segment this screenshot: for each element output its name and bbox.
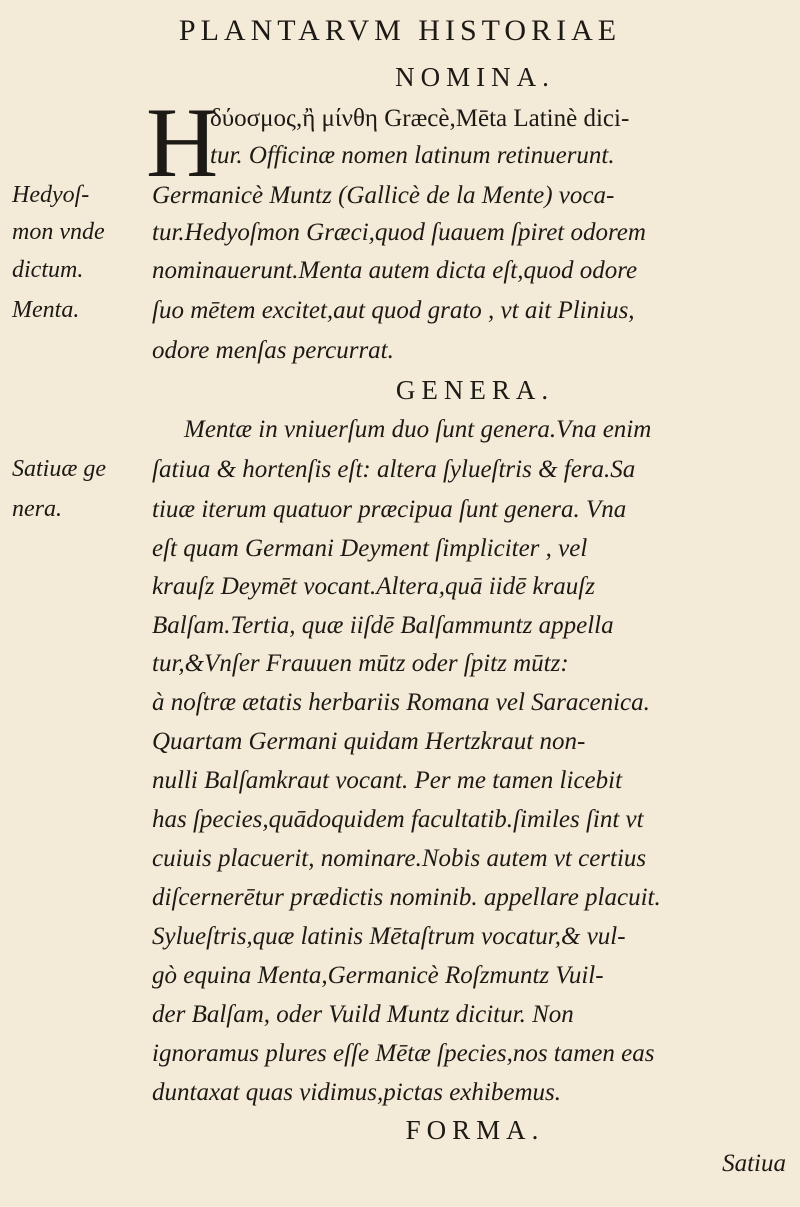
body-line: δύοσμος,ἢ μίνθη Græcè,Mēta Latinè dici- bbox=[210, 105, 630, 132]
margin-note: Menta. bbox=[12, 297, 80, 323]
margin-note: mon vnde bbox=[12, 219, 105, 245]
body-line: à noſtræ ætatis herbariis Romana vel Saracenica. bbox=[152, 689, 650, 716]
body-line: Quartam Germani quidam Hertzkraut non- bbox=[152, 728, 586, 755]
margin-note: Hedyoſ- bbox=[12, 182, 90, 208]
body-line: nominauerunt.Menta autem dicta eſt,quod odore bbox=[152, 257, 638, 284]
body-line: tur.Hedyoſmon Græci,quod ſuauem ſpiret odorem bbox=[152, 219, 646, 246]
section-heading-forma: FORMA. bbox=[405, 1115, 545, 1145]
body-line: cuiuis placuerit, nominare.Nobis autem vt certius bbox=[152, 845, 647, 872]
body-line: odore menſas percurrat. bbox=[152, 337, 394, 364]
body-line: gò equina Menta,Germanicè Roſzmuntz Vuil- bbox=[152, 962, 604, 989]
section-heading-nomina: NOMINA. bbox=[395, 62, 555, 92]
drop-cap: H bbox=[146, 87, 219, 198]
body-line: has ſpecies,quādoquidem facultatib.ſimiles ſint vt bbox=[152, 806, 644, 833]
body-line: nulli Balſamkraut vocant. Per me tamen licebit bbox=[152, 767, 623, 794]
body-line: krauſz Deymēt vocant.Altera,quā iidē krauſz bbox=[152, 573, 595, 600]
catchword: Satiua bbox=[722, 1150, 786, 1177]
margin-note: Satiuæ ge bbox=[12, 456, 106, 482]
body-line: tur. Officinæ nomen latinum retinuerunt. bbox=[210, 142, 615, 169]
margin-note: dictum. bbox=[12, 257, 84, 283]
body-line: Sylueſtris,quæ latinis Mētaſtrum vocatur,& vul- bbox=[152, 923, 626, 950]
section-heading-genera: GENERA. bbox=[395, 375, 555, 405]
body-line: ſuo mētem excitet,aut quod grato , vt ait Plinius, bbox=[152, 297, 635, 324]
body-line: Germanicè Muntz (Gallicè de la Mente) voca- bbox=[152, 182, 615, 209]
margin-note: nera. bbox=[12, 496, 62, 522]
body-line: eſt quam Germani Deyment ſimpliciter , vel bbox=[152, 535, 588, 562]
body-line: Mentæ in vniuerſum duo ſunt genera.Vna enim bbox=[184, 416, 652, 443]
body-line: tiuæ iterum quatuor præcipua ſunt genera. Vna bbox=[152, 496, 627, 523]
body-line: duntaxat quas vidimus,pictas exhibemus. bbox=[152, 1079, 561, 1106]
running-head: PLANTARVM HISTORIAE bbox=[178, 14, 622, 47]
body-line: ignoramus plures eſſe Mētæ ſpecies,nos tamen eas bbox=[152, 1040, 655, 1067]
body-line: tur,&Vnſer Frauuen mūtz oder ſpitz mūtz: bbox=[152, 650, 569, 677]
body-line: der Balſam, oder Vuild Muntz dicitur. Non bbox=[152, 1001, 574, 1028]
body-line: ſatiua & hortenſis eſt: altera ſylueſtris & fera.Sa bbox=[152, 456, 636, 483]
body-line: Balſam.Tertia, quæ iiſdē Balſammuntz appella bbox=[152, 612, 614, 639]
body-line: diſcernerētur prædictis nominib. appellare placuit. bbox=[152, 884, 661, 911]
